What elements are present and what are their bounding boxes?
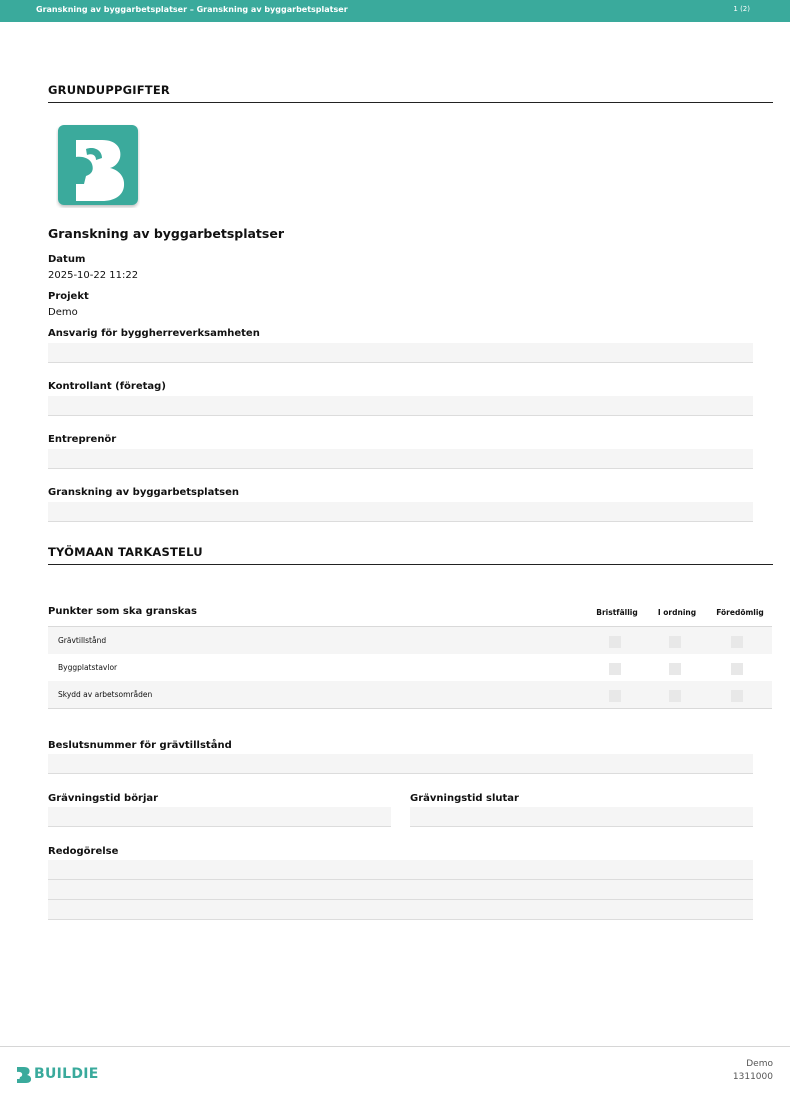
checkbox-i-ordning[interactable] [669,663,681,675]
header-bar [0,0,790,22]
redogorelse-field-line-2[interactable] [48,880,753,900]
row-label: Byggplatstavlor [58,663,118,672]
column-bristfallig: Bristfällig [596,608,638,617]
checkbox-bristfallig[interactable] [609,690,621,702]
checkbox-i-ordning[interactable] [669,636,681,648]
column-foredomlig: Föredömlig [716,608,764,617]
table-row [48,681,772,709]
redogorelse-label: Redogörelse [48,846,119,857]
inspection-table [48,598,772,709]
end-time-field[interactable] [410,807,753,827]
granskning-field[interactable] [48,502,753,522]
document-title: Granskning av byggarbetsplatser [48,226,284,241]
start-time-label: Grävningstid börjar [48,793,159,804]
footer-meta [733,1058,773,1084]
kontrollant-label: Kontrollant (företag) [48,381,166,392]
table-header [48,598,772,627]
column-i-ordning: I ordning [657,608,697,617]
footer-brand: BUILDIE [34,1066,99,1082]
datum-label: Datum [48,254,86,265]
redogorelse-field-line-1[interactable] [48,860,753,880]
redogorelse-field-line-3[interactable] [48,900,753,920]
section-heading-inspection: TYÖMAAN TARKASTELU [48,545,773,565]
section-heading-basic: GRUNDUPPGIFTER [48,83,773,103]
projekt-value: Demo [48,307,78,318]
checkbox-bristfallig[interactable] [609,636,621,648]
buildie-logo-icon [56,124,140,208]
checkbox-bristfallig[interactable] [609,663,621,675]
checkbox-foredomlig[interactable] [731,663,743,675]
table-row [48,654,772,681]
row-label: Grävtillstånd [58,636,107,645]
end-time-label: Grävningstid slutar [410,793,519,804]
checkbox-foredomlig[interactable] [731,690,743,702]
ansvarig-label: Ansvarig för byggherreverksamheten [48,328,260,339]
datum-value: 2025-10-22 11:22 [48,270,139,281]
footer-number: 1311000 [732,1072,773,1082]
entreprenor-field[interactable] [48,449,753,469]
footer-project: Demo [746,1059,773,1069]
ansvarig-field[interactable] [48,343,753,363]
footer-divider [0,1046,790,1047]
granskning-label: Granskning av byggarbetsplatsen [48,487,239,498]
checkbox-i-ordning[interactable] [669,690,681,702]
beslut-label: Beslutsnummer för grävtillstånd [48,740,232,751]
entreprenor-label: Entreprenör [48,434,117,445]
table-header-label: Punkter som ska granskas [48,606,198,617]
projekt-label: Projekt [48,291,89,302]
page-number: 1 (2) [733,5,750,13]
checkbox-foredomlig[interactable] [731,636,743,648]
buildie-footer-icon [16,1066,32,1084]
kontrollant-field[interactable] [48,396,753,416]
beslut-field[interactable] [48,754,753,774]
header-title: Granskning av byggarbetsplatser – Granskning av byggarbetsplatser [36,5,348,14]
table-row [48,627,772,654]
start-time-field[interactable] [48,807,391,827]
row-label: Skydd av arbetsområden [58,690,153,699]
